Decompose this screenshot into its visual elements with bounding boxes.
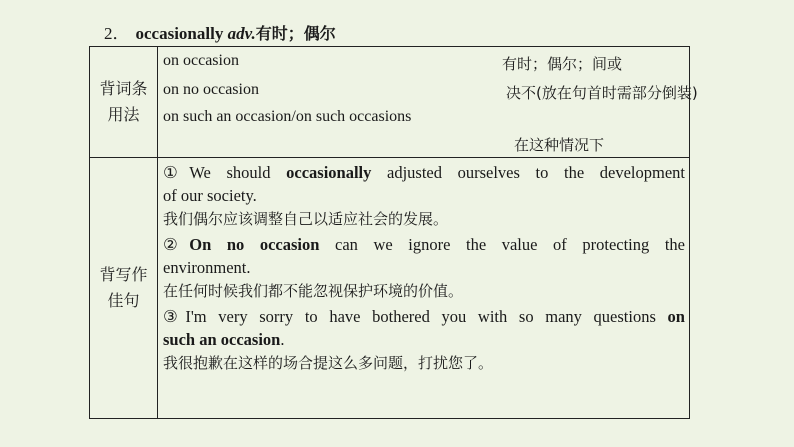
example-2-line2: environment. bbox=[163, 258, 251, 277]
example-3-keyword-b: such an occasion bbox=[163, 330, 281, 349]
usage-entry-1-cn: 有时；偶尔；间或 bbox=[502, 55, 623, 73]
example-content bbox=[158, 158, 690, 419]
example-3-pre: I'm very sorry to have bothered you with so many questions bbox=[185, 307, 668, 326]
heading-meaning: 有时；偶尔 bbox=[255, 24, 336, 43]
example-3-marker: ③ bbox=[163, 307, 186, 326]
usage-entry-1-en: on occasion bbox=[163, 52, 239, 69]
usage-label-line1: 背词条 bbox=[99, 79, 148, 98]
example-1-pre: We should bbox=[189, 163, 287, 182]
usage-entry-3-en: on such an occasion/on such occasions bbox=[163, 108, 412, 125]
example-3 bbox=[163, 305, 685, 376]
example-2-translation: 在任何时候我们都不能忽视保护环境的价值。 bbox=[163, 282, 464, 300]
usage-label-line2: 用法 bbox=[107, 105, 140, 124]
example-2 bbox=[163, 233, 685, 304]
example-3-line2 bbox=[163, 328, 685, 351]
example-1-translation: 我们偶尔应该调整自己以适应社会的发展。 bbox=[163, 210, 449, 228]
usage-entry-2-en: on no occasion bbox=[163, 81, 259, 98]
example-label-line1: 背写作 bbox=[99, 265, 148, 284]
example-label-line2: 佳句 bbox=[107, 291, 140, 310]
example-1-post: adjusted ourselves to the development bbox=[371, 163, 685, 182]
example-3-keyword-a: on bbox=[667, 307, 685, 326]
example-1 bbox=[163, 161, 685, 232]
heading bbox=[104, 19, 336, 44]
example-2-keyword: On no occasion bbox=[189, 235, 320, 254]
heading-word: occasionally bbox=[135, 24, 224, 43]
example-2-line1 bbox=[163, 233, 685, 256]
heading-pos: adv. bbox=[227, 24, 256, 43]
example-1-line2: of our society. bbox=[163, 186, 257, 205]
example-2-marker: ② bbox=[163, 235, 190, 254]
usage-row bbox=[90, 47, 690, 158]
example-3-translation: 我很抱歉在这样的场合提这么多问题，打扰您了。 bbox=[163, 354, 494, 372]
usage-entry-2-cn: 决不(放在句首时需部分倒装) bbox=[506, 84, 698, 102]
example-row bbox=[90, 158, 690, 419]
example-3-line1 bbox=[163, 305, 685, 328]
example-1-marker: ① bbox=[163, 163, 190, 182]
example-1-line1 bbox=[163, 161, 685, 184]
usage-entry-3-cn: 在这种情况下 bbox=[514, 136, 605, 154]
usage-content bbox=[158, 47, 698, 158]
usage-label bbox=[90, 47, 158, 158]
example-1-keyword: occasionally bbox=[286, 163, 372, 182]
example-3-post: . bbox=[280, 330, 285, 349]
heading-number: 2． bbox=[104, 24, 130, 43]
example-2-post: can we ignore the value of protecting the bbox=[319, 235, 685, 254]
example-label bbox=[90, 158, 158, 419]
vocab-table bbox=[89, 46, 698, 419]
